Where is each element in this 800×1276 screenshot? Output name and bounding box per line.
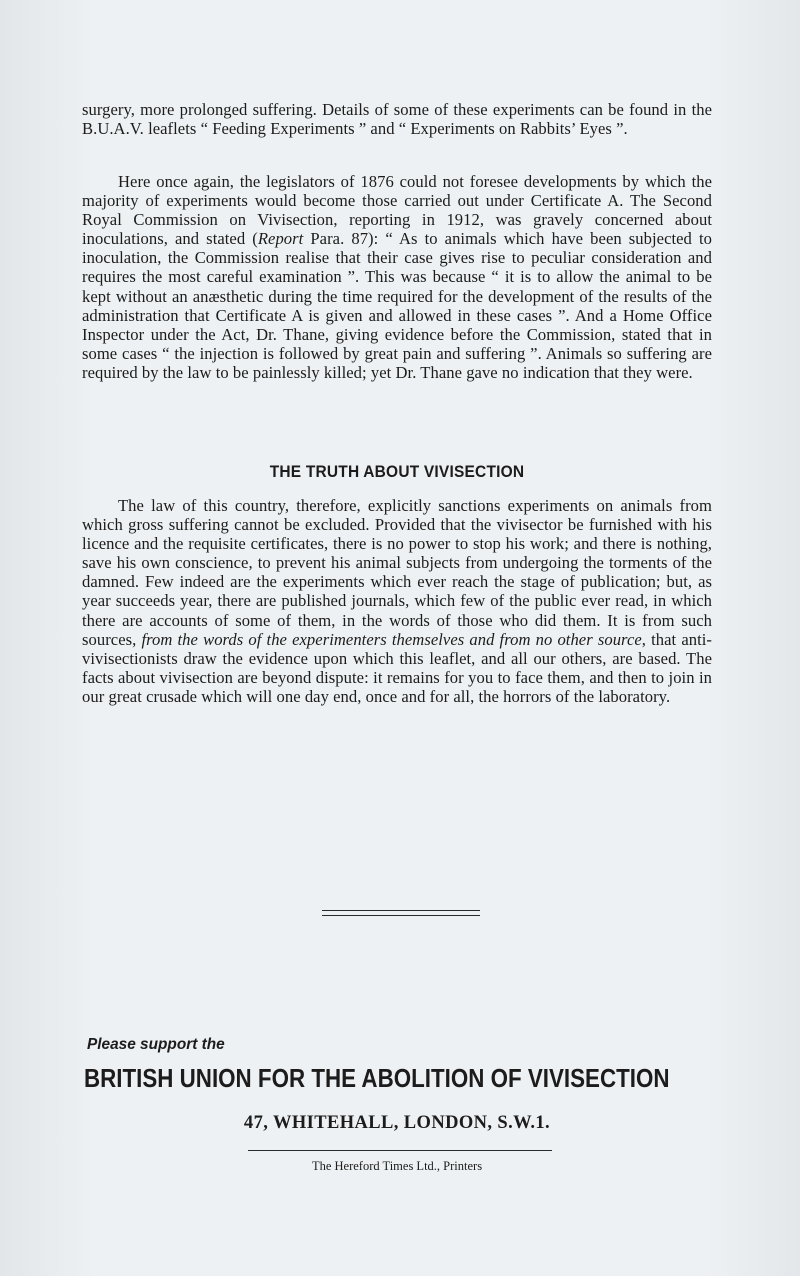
truth-italic-quote: from the words of the experimenters themselves and from no other source xyxy=(141,629,642,649)
intro-paragraph: surgery, more prolonged suffering. Details of some of these experiments can be found in the B.U.A.V. leaflets “ Feeding Experiments ” and “ Experiments on Rabbits’ Eyes ”. xyxy=(82,100,712,139)
printer-divider xyxy=(248,1150,552,1151)
intro-paragraph-block xyxy=(82,100,712,138)
truth-text-a: The law of this country, therefore, explicitly sanctions experiments on animals from which gross suffering cannot be excluded. Provided that the vivisector be furnished with his licence and the requisite certificates, there is no power to stop his work; and there is nothing, save his own conscience, to prevent his animal subjects from undergoing the torments of the damned. Few indeed are the experiments which ever reach the stage of publication; but, as year succeeds year, there are published journals, which few of the public ever read, in which there are accounts of some of them, in the words of those who did them. It is from such sources, xyxy=(82,496,712,649)
truth-paragraph-block xyxy=(82,496,712,706)
organization-name: BRITISH UNION FOR THE ABOLITION OF VIVISECTION xyxy=(84,1063,670,1093)
double-divider xyxy=(322,910,480,916)
section-heading: THE TRUTH ABOUT VIVISECTION xyxy=(269,463,525,482)
legislators-paragraph-block xyxy=(82,172,712,382)
truth-paragraph xyxy=(82,496,712,706)
support-line: Please support the xyxy=(87,1036,225,1053)
printer-credit: The Hereford Times Ltd., Printers xyxy=(311,1159,483,1173)
organization-address: 47, WHITEHALL, LONDON, S.W.1. xyxy=(243,1113,551,1133)
legislators-italic-report: Report xyxy=(257,229,304,249)
legislators-paragraph xyxy=(82,172,712,382)
legislators-text-b: Para. 87): “ As to animals which have been subjected to inoculation, the Commission realise that their case gives rise to peculiar consideration and requires the most careful examination ”. This was because “ it is to allow the animal to be kept without an anæsthetic during the time required for the development of the results of the administration that Certificate A is given and allowed in these cases ”. And a Home Office Inspector under the Act, Dr. Thane, giving evidence before the Commission, stated that in some cases “ the injection is followed by great pain and suffering ”. Animals so suffering are required by the law to be painlessly killed; yet Dr. Thane gave no indication that they were. xyxy=(82,229,712,382)
legislators-text-a: Here once again, the legislators of 1876 could not foresee developments by which the majority of experiments would become those carried out under Certificate A. The Second Royal Commission on Vivisection, reporting in 1912, was gravely concerned about inoculations, and stated ( xyxy=(82,172,712,249)
truth-text-b: , that anti-vivisectionists draw the evidence upon which this leaflet, and all our others, are based. The facts about vivisection are beyond dispute: it remains for you to face them, and then to join in our great crusade which will one day end, once and for all, the horrors of the laboratory. xyxy=(82,629,712,706)
